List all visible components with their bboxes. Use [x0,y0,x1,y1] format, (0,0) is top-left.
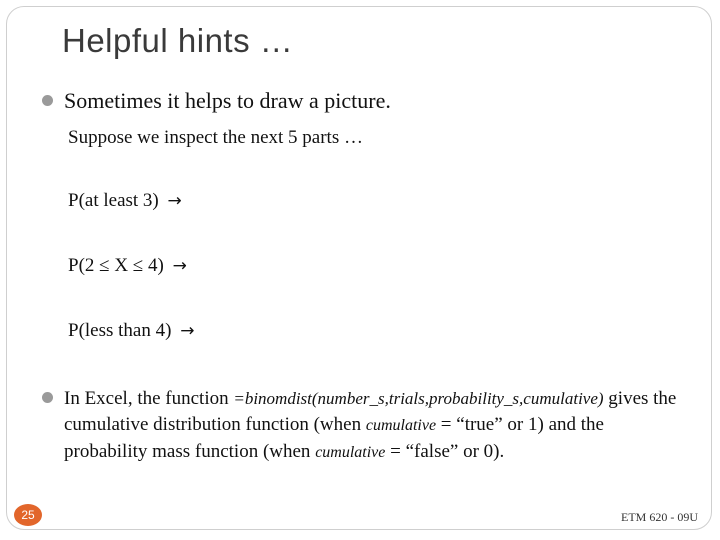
bullet-text: Sometimes it helps to draw a picture. [64,88,391,113]
text-fragment: gives the cumulative distribution function (when [64,388,677,435]
probability-line-at-least-3 [68,190,182,212]
slide-title: Helpful hints … [62,22,294,59]
text-fragment: = “true” or 1) and the probability mass function (when [64,414,604,462]
bullet-icon [42,95,53,106]
cumulative-term: cumulative [365,417,437,434]
probability-expression: P(at least 3) [68,190,159,211]
bullet-item-excel [42,386,692,466]
footer-course-label: ETM 620 - 09U [621,510,698,524]
excel-function-call: =binomdist(number_s,trials,probability_s,cumulative) [233,389,604,408]
probability-line-2-to-4 [68,255,187,277]
sub-bullet-text: Suppose we inspect the next 5 parts … [68,127,363,148]
bullet-item-picture [42,88,391,114]
arrow-right-icon: → [167,191,182,211]
bullet-icon [42,392,53,403]
text-fragment: = “false” or 0). [385,441,505,462]
page-number-badge: 25 [14,504,42,526]
cumulative-term: cumulative [315,444,386,461]
probability-line-less-than-4 [68,320,194,342]
arrow-right-icon: → [180,321,195,341]
text-fragment: In Excel, the function [64,388,234,409]
probability-expression: P(less than 4) [68,320,172,341]
probability-expression: P(2 ≤ X ≤ 4) [68,255,164,276]
bullet-text [64,386,692,466]
arrow-right-icon: → [172,256,187,276]
